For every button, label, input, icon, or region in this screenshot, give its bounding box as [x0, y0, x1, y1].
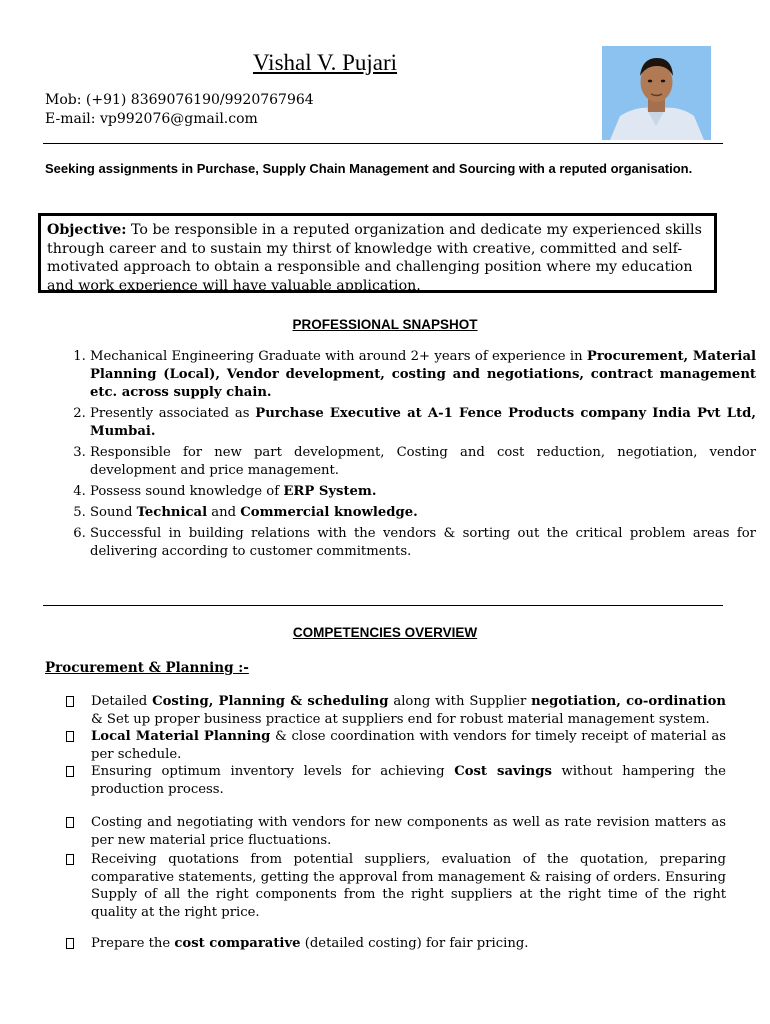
text-run: along with Supplier — [388, 694, 532, 709]
competency-bullet — [66, 728, 726, 763]
bullet-box-icon — [66, 696, 74, 707]
text-run: Presently associated as — [90, 406, 256, 421]
seeking-statement: Seeking assignments in Purchase, Supply Chain Management and Sourcing with a reputed organisation. — [45, 161, 693, 176]
objective-label: Objective: — [47, 222, 127, 238]
bold-text: negotiation, co-ordination — [531, 694, 726, 709]
text-run: Costing and negotiating with vendors for new components as well as rate revision matters as per new material price fluctuations. — [91, 815, 726, 848]
professional-snapshot-heading: PROFESSIONAL SNAPSHOT — [292, 317, 478, 332]
competency-text — [91, 693, 726, 728]
snapshot-item — [90, 405, 756, 441]
text-run: Prepare the — [91, 936, 175, 951]
objective-box — [38, 213, 717, 293]
snapshot-item — [90, 504, 756, 522]
text-run: Ensuring optimum inventory levels for achieving — [91, 764, 455, 779]
bold-text: Technical — [136, 505, 208, 520]
text-run: Sound — [90, 505, 137, 520]
competency-text — [91, 935, 726, 953]
text-run: without hampering the production process. — [91, 764, 726, 797]
candidate-name: Vishal V. Pujari — [252, 50, 398, 75]
bold-text: Local Material Planning — [91, 729, 271, 744]
competencies-overview-heading: COMPETENCIES OVERVIEW — [292, 625, 478, 640]
competency-bullet — [66, 814, 726, 849]
competency-bullet — [66, 763, 726, 798]
header-divider — [43, 143, 723, 144]
contact-block — [45, 91, 314, 129]
competency-bullet — [66, 851, 726, 921]
section-divider — [43, 605, 723, 606]
objective-text: To be responsible in a reputed organization and dedicate my experienced skills through career and to sustain my thirst of knowledge with creative, committed and self-motivated approach to obtain a responsible and challenging position where my education and work experience will have valuable application. — [47, 222, 702, 294]
bold-text: ERP System. — [283, 484, 377, 499]
text-run: Successful in building relations with the vendors & sorting out the critical problem areas for delivering according to customer commitments. — [90, 526, 756, 559]
email-address: E-mail: vp992076@gmail.com — [45, 111, 258, 127]
text-run: Responsible for new part development, Costing and cost reduction, negotiation, vendor development and price management. — [90, 445, 756, 478]
bold-text: Commercial knowledge. — [240, 505, 418, 520]
snapshot-item — [90, 483, 756, 501]
text-run: Possess sound knowledge of — [90, 484, 284, 499]
bullet-box-icon — [66, 731, 74, 742]
procurement-planning-heading: Procurement & Planning :- — [45, 660, 249, 676]
competency-bullet — [66, 693, 726, 728]
competency-text — [91, 851, 726, 921]
bold-text: Purchase Executive at A-1 Fence Products company India Pvt Ltd, Mumbai. — [90, 406, 756, 439]
text-run: Mechanical Engineering Graduate with around 2+ years of experience in — [90, 349, 587, 364]
professional-snapshot-list — [60, 348, 756, 564]
bullet-box-icon — [66, 938, 74, 949]
text-run: and — [207, 505, 241, 520]
mobile-number: Mob: (+91) 8369076190/9920767964 — [45, 92, 314, 108]
snapshot-item — [90, 348, 756, 402]
competency-bullet — [66, 935, 726, 953]
bullet-box-icon — [66, 854, 74, 865]
bold-text: Costing, Planning & scheduling — [152, 694, 389, 709]
competency-text — [91, 763, 726, 798]
bold-text: Cost savings — [454, 764, 552, 779]
bullet-box-icon — [66, 817, 74, 828]
text-run: Receiving quotations from potential suppliers, evaluation of the quotation, preparing comparative statements, getting the approval from management & raising of orders. Ensuring Supply of all the right components from the right suppliers at the right time of the right quality at the right price. — [91, 852, 726, 920]
competency-text — [91, 814, 726, 849]
profile-photo — [602, 46, 711, 140]
competency-text — [91, 728, 726, 763]
bold-text: Procurement, Material Planning (Local), Vendor development, costing and negotiations, contract management etc. across supply chain. — [90, 349, 756, 400]
text-run: Detailed — [91, 694, 153, 709]
text-run: & Set up proper business practice at suppliers end for robust material management system. — [91, 711, 710, 727]
bold-text: cost comparative — [174, 936, 301, 951]
bullet-box-icon — [66, 766, 74, 777]
snapshot-item — [90, 444, 756, 480]
text-run: (detailed costing) for fair pricing. — [300, 936, 529, 951]
text-run: & close coordination with vendors for timely receipt of material as per schedule. — [91, 729, 726, 762]
snapshot-item — [90, 525, 756, 561]
